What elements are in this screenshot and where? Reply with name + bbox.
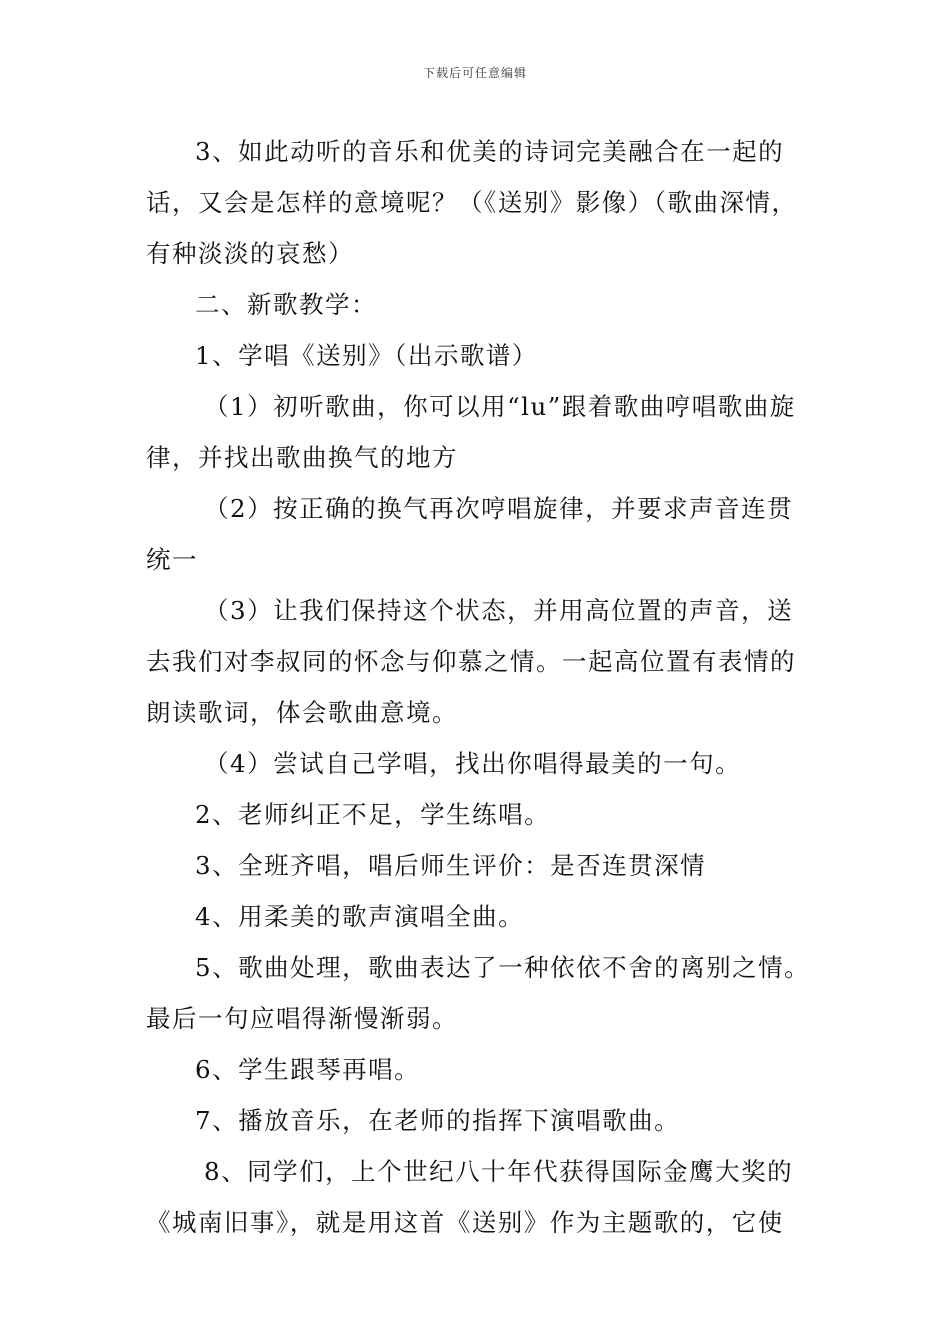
paragraph-step7: 7、播放音乐，在老师的指挥下演唱歌曲。	[195, 1106, 681, 1135]
paragraph-step1: 1、学唱《送别》（出示歌谱）	[195, 341, 538, 370]
section-heading-new-song: 二、新歌教学：	[195, 290, 377, 319]
paragraph-substep1: （1）初听歌曲，你可以用“lu”跟着歌曲哼唱歌曲旋律，并找出歌曲换气的地方	[146, 392, 796, 472]
page-header: 下载后可任意编辑	[422, 66, 527, 80]
paragraph-step2: 2、老师纠正不足，学生练唱。	[195, 800, 551, 829]
paragraph-substep3: （3）让我们保持这个状态，并用高位置的声音，送去我们对李叔同的怀念与仰慕之情。一起高位置有表情的朗读歌词，体会歌曲意境。	[146, 596, 796, 727]
paragraph-step8: 8、同学们，上个世纪八十年代获得国际金鹰大奖的《城南旧事》，就是用这首《送别》作为主题歌的，它使	[146, 1157, 794, 1237]
document-body	[146, 126, 816, 1248]
paragraph-substep4: （4）尝试自己学唱，找出你唱得最美的一句。	[204, 749, 742, 778]
paragraph-substep2: （2）按正确的换气再次哼唱旋律，并要求声音连贯统一	[146, 494, 794, 574]
paragraph-step6: 6、学生跟琴再唱。	[195, 1055, 421, 1084]
paragraph-step5: 5、歌曲处理，歌曲表达了一种依依不舍的离别之情。最后一句应唱得渐慢渐弱。	[146, 953, 811, 1033]
paragraph-item3-intro: 3、如此动听的音乐和优美的诗词完美融合在一起的话，又会是怎样的意境呢？（《送别》影像）（歌曲深情，有种淡淡的哀愁）	[146, 137, 798, 268]
paragraph-step3: 3、全班齐唱，唱后师生评价：是否连贯深情	[195, 851, 707, 880]
paragraph-step4: 4、用柔美的歌声演唱全曲。	[195, 902, 525, 931]
